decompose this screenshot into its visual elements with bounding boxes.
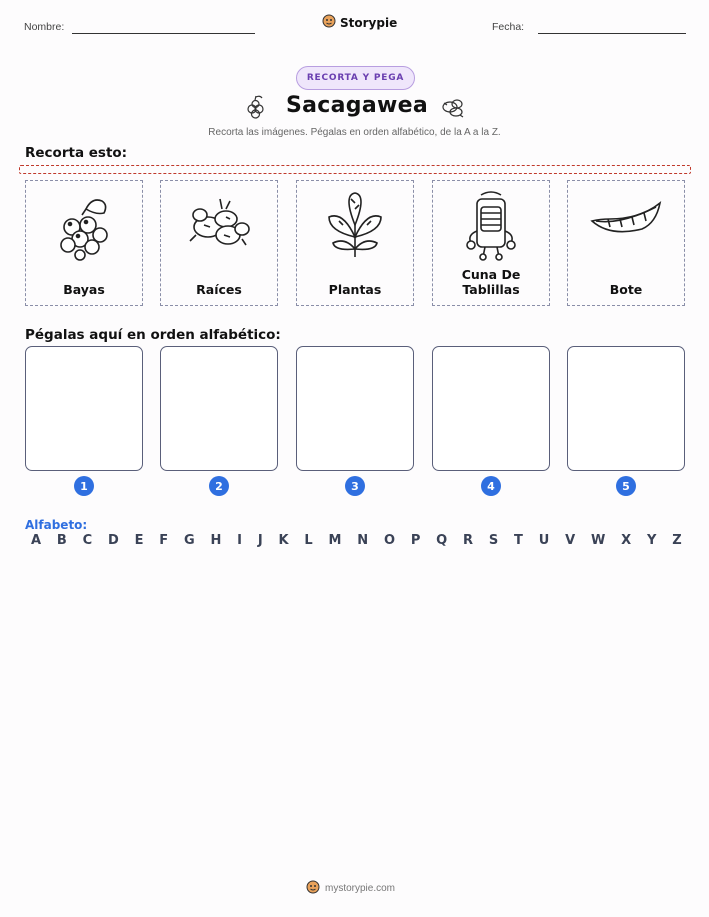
name-label: Nombre:	[24, 21, 65, 33]
card-label: Bayas	[63, 282, 105, 297]
roots-decoration-icon	[438, 93, 468, 125]
canoe-icon	[590, 193, 662, 247]
alphabet-letter: R	[463, 533, 474, 548]
alphabet-letter: D	[107, 533, 119, 548]
card-label: Plantas	[328, 282, 382, 297]
alphabet-letter: G	[183, 533, 195, 548]
slot-number-5: 5	[616, 476, 636, 496]
brand-logo	[322, 14, 397, 31]
cradleboard-icon	[461, 191, 521, 265]
paste-slot-5[interactable]	[567, 346, 685, 471]
paste-slot-3[interactable]	[296, 346, 414, 471]
alphabet-letter: W	[590, 533, 606, 548]
paste-heading: Pégalas aquí en orden alfabético:	[25, 327, 281, 343]
cut-card-plantas[interactable]	[296, 180, 414, 306]
alphabet-letter: N	[357, 533, 369, 548]
card-label: Cuna De Tablillas	[461, 267, 521, 297]
alphabet-letter: B	[56, 533, 67, 548]
name-line[interactable]	[72, 33, 255, 34]
alphabet-letter: L	[304, 533, 313, 548]
alphabet-letter: Q	[436, 533, 448, 548]
plant-icon	[323, 191, 387, 265]
berries-icon	[52, 191, 116, 265]
alphabet-letter: T	[514, 533, 523, 548]
cut-card-bayas[interactable]	[25, 180, 143, 306]
cut-card-raices[interactable]	[160, 180, 278, 306]
footer-url[interactable]: mystorypie.com	[325, 883, 396, 894]
paste-slot-4[interactable]	[432, 346, 550, 471]
alphabet-letter: A	[31, 533, 42, 548]
card-label: Bote	[609, 282, 643, 297]
roots-icon	[184, 191, 254, 259]
footer	[306, 880, 395, 897]
alphabet-label: Alfabeto:	[25, 518, 88, 532]
cut-line	[19, 165, 691, 174]
cut-card-cuna-de-tablillas[interactable]	[432, 180, 550, 306]
cut-heading: Recorta esto:	[25, 145, 128, 161]
brand-name: Storypie	[340, 15, 398, 30]
cut-card-bote[interactable]	[567, 180, 685, 306]
alphabet-letter: H	[210, 533, 222, 548]
paste-slot-2[interactable]	[160, 346, 278, 471]
alphabet-letter: F	[159, 533, 169, 548]
alphabet-row	[31, 533, 682, 548]
slot-number-1: 1	[74, 476, 94, 496]
alphabet-letter: I	[237, 533, 243, 548]
slot-number-3: 3	[345, 476, 365, 496]
storypie-mascot-icon	[306, 880, 320, 897]
storypie-mascot-icon	[322, 14, 336, 31]
alphabet-letter: E	[134, 533, 144, 548]
slot-number-4: 4	[481, 476, 501, 496]
paste-slot-1[interactable]	[25, 346, 143, 471]
alphabet-letter: S	[488, 533, 499, 548]
activity-badge: RECORTA Y PEGA	[296, 66, 415, 90]
alphabet-letter: C	[82, 533, 93, 548]
alphabet-letter: M	[328, 533, 342, 548]
alphabet-letter: O	[383, 533, 395, 548]
alphabet-letter: P	[410, 533, 421, 548]
date-line[interactable]	[538, 33, 686, 34]
berries-decoration-icon	[242, 93, 270, 125]
page-title: Sacagawea	[286, 93, 428, 118]
slot-number-2: 2	[209, 476, 229, 496]
alphabet-letter: Y	[646, 533, 657, 548]
alphabet-letter: X	[621, 533, 632, 548]
alphabet-letter: V	[565, 533, 576, 548]
alphabet-letter: U	[538, 533, 550, 548]
instructions: Recorta las imágenes. Pégalas en orden alfabético, de la A a la Z.	[208, 127, 501, 138]
card-label: Raíces	[196, 282, 242, 297]
alphabet-letter: K	[278, 533, 289, 548]
alphabet-letter: J	[257, 533, 263, 548]
date-label: Fecha:	[492, 21, 525, 33]
alphabet-letter: Z	[672, 533, 682, 548]
